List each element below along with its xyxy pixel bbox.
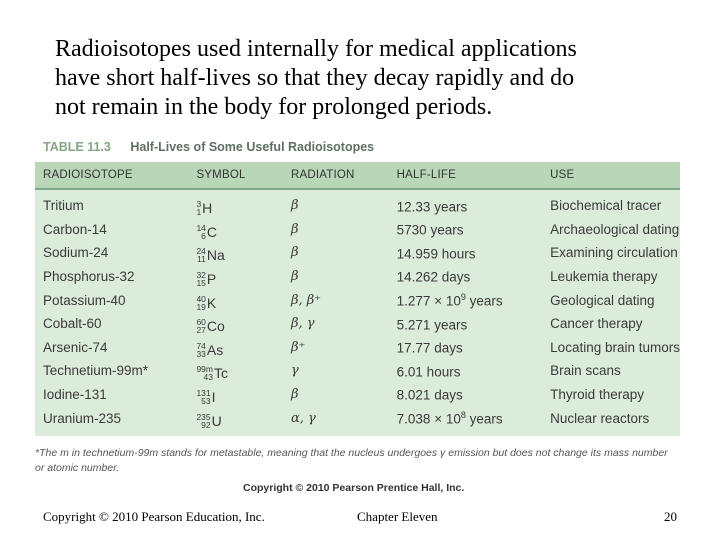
table-row (35, 288, 680, 312)
element-symbol: C (206, 223, 218, 240)
cell-half-life (389, 265, 543, 289)
atomic-number: 6 (201, 230, 206, 241)
cell-symbol (188, 336, 283, 360)
cell-use: Brain scans (550, 363, 621, 379)
atomic-number: 92 (201, 419, 211, 430)
cell-radioisotope: Cobalt-60 (43, 316, 102, 332)
cell-use: Archaeological dating (550, 221, 680, 237)
table-row (35, 336, 680, 360)
half-life-value: 5.271 years (396, 317, 468, 333)
cell-radiation: β (290, 387, 299, 403)
half-life-exponent: 8 (460, 409, 466, 420)
table-row (35, 383, 680, 407)
element-symbol: P (206, 271, 217, 288)
column-header-use: USE (542, 162, 680, 189)
element-symbol: U (211, 412, 222, 429)
intro-line: Radioisotopes used internally for medical applications (55, 36, 577, 62)
table-row (35, 265, 680, 289)
table-row (35, 359, 680, 383)
table-row (35, 189, 680, 218)
atomic-number: 43 (203, 372, 213, 383)
element-symbol: K (206, 294, 217, 311)
cell-radiation: β (290, 221, 299, 237)
half-life-value: 5730 years (396, 222, 464, 238)
table-body (35, 189, 680, 430)
cell-radioisotope: Sodium-24 (43, 245, 109, 261)
cell-symbol (188, 383, 283, 407)
column-header-radioisotope: RADIOISOTOPE (35, 162, 188, 189)
column-header-half-life: HALF-LIFE (389, 162, 543, 189)
atomic-number: 19 (196, 301, 206, 312)
element-symbol: Tc (213, 365, 228, 382)
cell-half-life (389, 241, 543, 265)
cell-radioisotope: Phosphorus-32 (43, 269, 135, 285)
mass-number: 131 (196, 388, 211, 399)
table-title: Half-Lives of Some Useful Radioisotopes (130, 140, 375, 154)
half-life-exponent: 9 (460, 291, 466, 302)
half-life-value: 6.01 hours (396, 364, 461, 380)
table-header-row (35, 162, 680, 189)
footer-page-number: 20 (664, 509, 677, 524)
element-symbol: I (211, 389, 216, 406)
cell-use: Thyroid therapy (550, 387, 644, 403)
cell-radiation: β (290, 245, 299, 261)
intro-paragraph (55, 35, 705, 122)
half-life-value: 17.77 days (396, 340, 463, 356)
mass-number: 99m (196, 364, 213, 375)
column-header-radiation: RADIATION (283, 162, 389, 189)
cell-use: Examining circulation (550, 245, 678, 261)
cell-use: Leukemia therapy (550, 269, 658, 285)
cell-radioisotope: Iodine-131 (43, 387, 107, 403)
cell-symbol (188, 288, 283, 312)
intro-line: have short half-lives so that they decay rapidly and do (55, 65, 575, 91)
table-footnote: *The m in technetium-99m stands for metastable, meaning that the nucleus undergoes γ emission but does not change its mass number or atomic number. (35, 447, 668, 474)
cell-half-life (389, 406, 543, 430)
cell-radiation: β, β⁺ (290, 292, 322, 308)
half-life-value: 14.959 hours (396, 246, 476, 262)
cell-half-life (389, 336, 543, 360)
cell-symbol (188, 241, 283, 265)
element-symbol: Na (206, 247, 225, 264)
cell-half-life (389, 359, 543, 383)
table-row (35, 312, 680, 336)
mass-number: 3 (196, 199, 202, 210)
atomic-number: 33 (196, 348, 206, 359)
table-row (35, 218, 680, 242)
cell-symbol (188, 312, 283, 336)
column-header-symbol: SYMBOL (188, 162, 283, 189)
cell-radiation: γ (290, 363, 299, 379)
cell-half-life (389, 288, 543, 312)
cell-radioisotope: Technetium-99m* (43, 363, 149, 379)
mass-number: 235 (196, 411, 211, 422)
cell-radioisotope: Carbon-14 (43, 221, 107, 237)
table-row (35, 406, 680, 430)
cell-symbol (188, 218, 283, 242)
cell-half-life (389, 312, 543, 336)
cell-radioisotope: Arsenic-74 (43, 339, 108, 355)
atomic-number: 15 (196, 278, 206, 289)
element-symbol: Co (206, 318, 225, 335)
half-life-value: 14.262 days (396, 269, 471, 285)
atomic-number: 1 (196, 207, 202, 218)
half-life-value: 12.33 years (396, 199, 468, 215)
table-panel (35, 162, 680, 436)
table-caption (43, 140, 374, 154)
cell-symbol (188, 359, 283, 383)
cell-use: Locating brain tumors (550, 339, 680, 355)
cell-radiation: α, γ (290, 410, 316, 426)
cell-radiation: β, γ (290, 316, 315, 332)
mass-number: 24 (196, 246, 206, 257)
cell-radiation: β⁺ (290, 339, 306, 355)
element-symbol: As (206, 341, 224, 358)
half-life-unit: years (465, 293, 503, 309)
cell-use: Biochemical tracer (550, 198, 662, 214)
cell-use: Cancer therapy (550, 316, 643, 332)
half-life-value: 8.021 days (396, 387, 463, 403)
footer-copyright: Copyright © 2010 Pearson Education, Inc. (43, 509, 265, 524)
half-life-value: 1.277 × 10 (396, 293, 461, 309)
image-copyright: Copyright © 2010 Pearson Prentice Hall, Inc. (243, 482, 465, 494)
cell-half-life (389, 383, 543, 407)
cell-symbol (188, 406, 283, 430)
cell-use: Geological dating (550, 292, 655, 308)
half-life-value: 7.038 × 10 (396, 411, 461, 427)
footer-chapter: Chapter Eleven (357, 509, 438, 524)
mass-number: 74 (196, 340, 206, 351)
half-life-unit: years (465, 411, 503, 427)
mass-number: 32 (196, 270, 206, 281)
cell-half-life (389, 218, 543, 242)
element-symbol: H (202, 200, 213, 217)
atomic-number: 11 (197, 254, 206, 265)
cell-half-life (389, 189, 543, 218)
mass-number: 14 (196, 222, 206, 233)
cell-symbol (188, 265, 283, 289)
atomic-number: 27 (196, 325, 206, 336)
mass-number: 40 (196, 293, 206, 304)
cell-symbol (188, 189, 283, 218)
mass-number: 60 (196, 317, 206, 328)
atomic-number: 53 (201, 396, 211, 407)
radioisotope-table (35, 162, 680, 430)
table-row (35, 241, 680, 265)
cell-radioisotope: Tritium (43, 198, 84, 214)
table-number: TABLE 11.3 (43, 140, 111, 154)
cell-radiation: β (290, 269, 299, 285)
intro-line: not remain in the body for prolonged periods. (55, 94, 493, 120)
cell-radioisotope: Uranium-235 (43, 410, 122, 426)
cell-radiation: β (290, 198, 299, 214)
cell-radioisotope: Potassium-40 (43, 292, 126, 308)
cell-use: Nuclear reactors (550, 410, 650, 426)
